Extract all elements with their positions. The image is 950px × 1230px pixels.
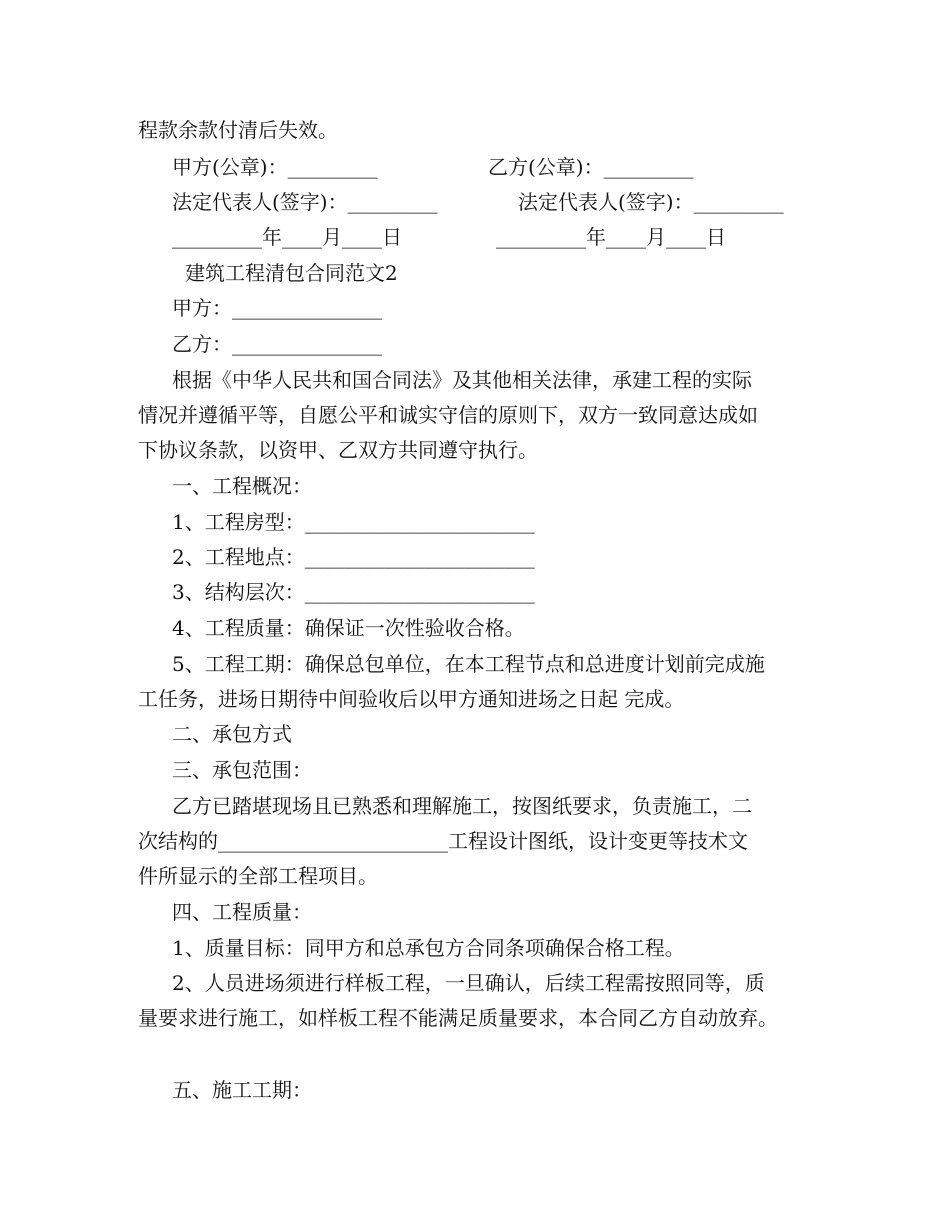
text-line: 情况并遵循平等，自愿公平和诚实守信的原则下，双方一致同意达成如 (138, 403, 758, 427)
heading-line: 四、工程质量： (172, 900, 312, 924)
text-line: 程款余款付清后失效。 (138, 118, 338, 142)
text-line: 下协议条款，以资甲、乙双方共同遵守执行。 (138, 438, 538, 462)
party-a-rep-line: 法定代表人(签字)：_________ (172, 190, 438, 214)
party-b-date-line: _________年____月____日 (496, 225, 726, 249)
heading-line: 一、工程概况： (172, 474, 312, 498)
party-b-line: 乙方：_______________ (172, 332, 382, 356)
text-line: 件所显示的全部工程项目。 (138, 864, 378, 888)
party-a-seal-line: 甲方(公章)：_________ (172, 155, 378, 179)
list-item: 2、工程地点：_______________________ (172, 545, 535, 569)
party-a-date-line: _________年____月____日 (172, 225, 402, 249)
text-line: 根据《中华人民共和国合同法》及其他相关法律，承建工程的实际 (172, 368, 752, 392)
party-b-rep-line: 法定代表人(签字)：_________ (518, 190, 784, 214)
list-item: 4、工程质量：确保证一次性验收合格。 (172, 616, 525, 640)
list-item: 5、工程工期：确保总包单位，在本工程节点和总进度计划前完成施 (172, 652, 765, 676)
section-title: 建筑工程清包合同范文2 (185, 261, 398, 285)
heading-line: 五、施工工期： (172, 1078, 312, 1102)
list-item: 1、工程房型：_______________________ (172, 510, 535, 534)
heading-line: 三、承包范围： (172, 758, 312, 782)
text-line: 量要求进行施工，如样板工程不能满足质量要求，本合同乙方自动放弃。 (138, 1006, 778, 1030)
text-line: 乙方已踏堪现场且已熟悉和理解施工，按图纸要求，负责施工，二 (172, 794, 752, 818)
party-b-seal-line: 乙方(公章)：_________ (488, 155, 694, 179)
text-line: 次结构的_______________________工程设计图纸，设计变更等技术文 (138, 829, 748, 853)
list-item: 1、质量目标：同甲方和总承包方合同条项确保合格工程。 (172, 936, 685, 960)
list-item: 2、人员进场须进行样板工程，一旦确认，后续工程需按照同等，质 (172, 971, 765, 995)
text-line: 工任务，进场日期待中间验收后以甲方通知进场之日起 完成。 (138, 687, 685, 711)
party-a-line: 甲方：_______________ (172, 296, 382, 320)
heading-line: 二、承包方式 (172, 722, 292, 746)
list-item: 3、结构层次：_______________________ (172, 580, 535, 604)
